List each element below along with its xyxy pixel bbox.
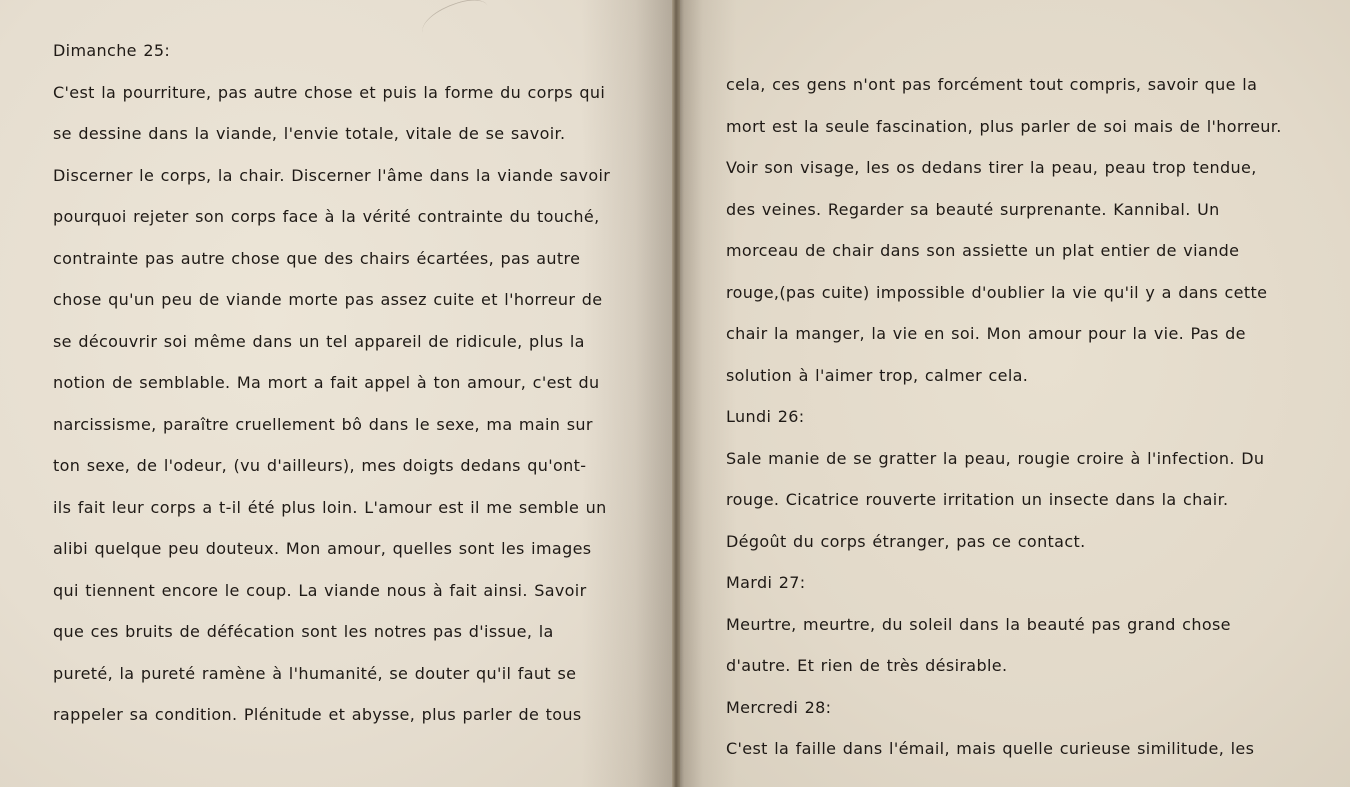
left-line: narcissisme, paraître cruellement bô dans le sexe, ma main sur	[53, 414, 593, 434]
left-line: pourquoi rejeter son corps face à la vérité contrainte du touché,	[53, 207, 600, 226]
left-line: chose qu'un peu de viande morte pas assez cuite et l'horreur de	[53, 290, 603, 309]
right-line: Voir son visage, les os dedans tirer la peau, peau trop tendue,	[726, 158, 1257, 177]
right-page-text	[726, 64, 1282, 770]
right-line: Mercredi 28:	[726, 697, 832, 717]
right-line: morceau de chair dans son assiette un plat entier de viande	[726, 241, 1240, 260]
left-line: se dessine dans la viande, l'envie totale, vitale de se savoir.	[53, 124, 566, 143]
left-line: se découvrir soi même dans un tel appareil de ridicule, plus la	[53, 331, 585, 351]
left-line: ton sexe, de l'odeur, (vu d'ailleurs), mes doigts dedans qu'ont-	[53, 456, 587, 475]
left-line: alibi quelque peu douteux. Mon amour, quelles sont les images	[53, 539, 592, 558]
right-line: chair la manger, la vie en soi. Mon amour pour la vie. Pas de	[726, 324, 1246, 343]
left-page-text	[53, 30, 610, 736]
right-page	[676, 0, 1350, 787]
left-line: Discerner le corps, la chair. Discerner l'âme dans la viande savoir	[53, 165, 611, 185]
left-line: ils fait leur corps a t-il été plus loin. L'amour est il me semble un	[53, 497, 607, 517]
left-line: Dimanche 25:	[53, 41, 171, 60]
left-line: C'est la pourriture, pas autre chose et puis la forme du corps qui	[53, 82, 606, 102]
right-line: Lundi 26:	[726, 407, 805, 426]
left-line: rappeler sa condition. Plénitude et abysse, plus parler de tous	[53, 705, 582, 724]
right-line: Mardi 27:	[726, 573, 806, 592]
right-line: solution à l'aimer trop, calmer cela.	[726, 365, 1029, 385]
right-line: rouge. Cicatrice rouverte irritation un insecte dans la chair.	[726, 490, 1229, 509]
left-line: contrainte pas autre chose que des chairs écartées, pas autre	[53, 248, 581, 268]
right-line: mort est la seule fascination, plus parler de soi mais de l'horreur.	[726, 116, 1282, 136]
left-line: pureté, la pureté ramène à l'humanité, se douter qu'il faut se	[53, 663, 577, 683]
right-line: des veines. Regarder sa beauté surprenante. Kannibal. Un	[726, 199, 1220, 219]
left-line: que ces bruits de défécation sont les notres pas d'issue, la	[53, 622, 554, 641]
left-line: notion de semblable. Ma mort a fait appel à ton amour, c'est du	[53, 373, 600, 392]
right-line: Dégoût du corps étranger, pas ce contact.	[726, 531, 1086, 551]
right-line: Sale manie de se gratter la peau, rougie croire à l'infection. Du	[726, 448, 1265, 468]
right-line: rouge,(pas cuite) impossible d'oublier la vie qu'il y a dans cette	[726, 282, 1268, 302]
right-line: C'est la faille dans l'émail, mais quelle curieuse similitude, les	[726, 739, 1255, 758]
right-line: d'autre. Et rien de très désirable.	[726, 656, 1008, 675]
left-line: qui tiennent encore le coup. La viande nous à fait ainsi. Savoir	[53, 580, 587, 600]
book-gutter	[672, 0, 680, 787]
right-line: cela, ces gens n'ont pas forcément tout compris, savoir que la	[726, 75, 1258, 94]
right-line: Meurtre, meurtre, du soleil dans la beauté pas grand chose	[726, 614, 1231, 634]
